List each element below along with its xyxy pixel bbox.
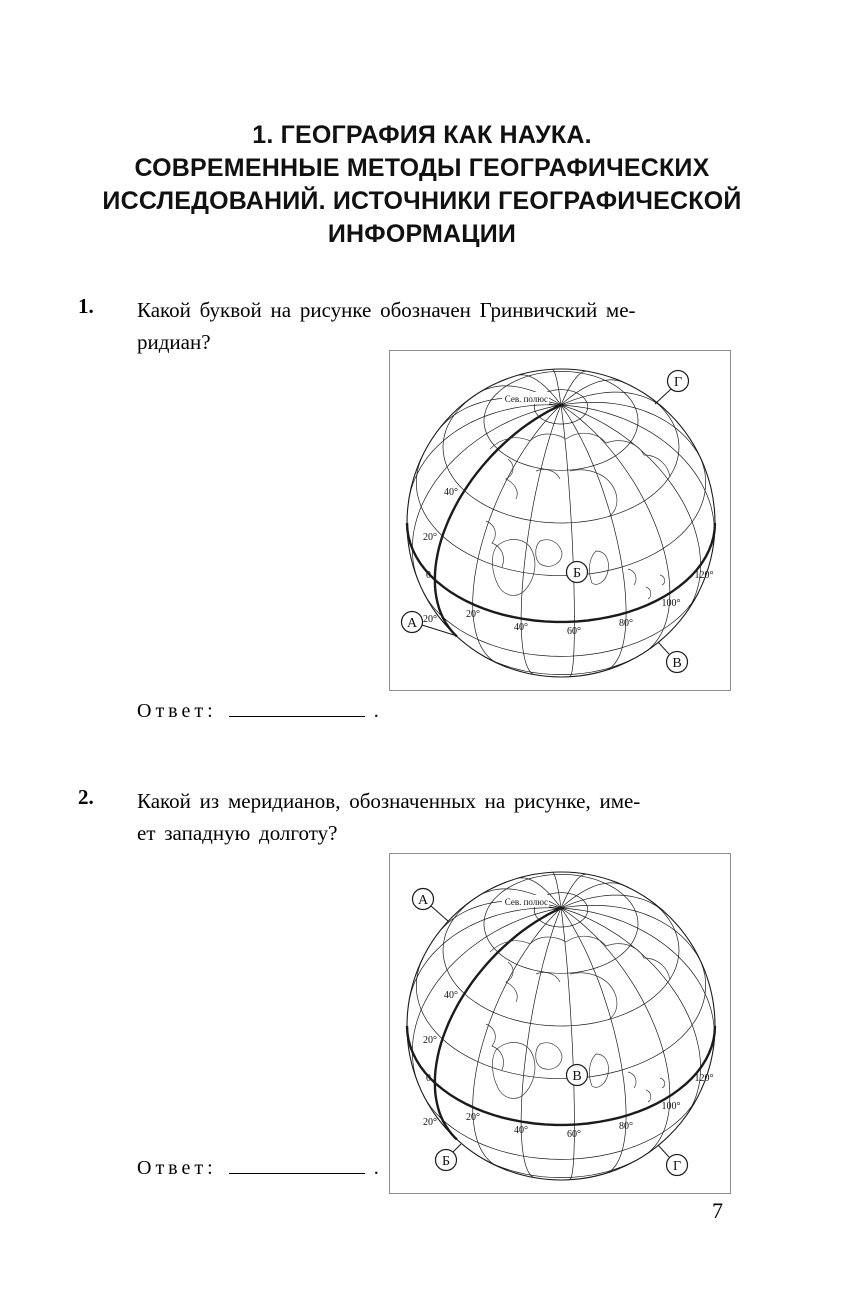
question-2-text-line: ет западную долготу? [137,821,338,845]
longitude-label: 60° [567,626,581,637]
question-1-number: 1. [78,294,94,318]
letter-badge-label: В [672,656,682,671]
coastline [570,973,617,1020]
globe-illustration-2 [390,854,732,1195]
meridian-line [412,908,561,1085]
letter-badge-label: А [417,893,429,908]
latitude-label: 20° [423,1035,437,1046]
parallel-line [443,394,679,523]
coastline [536,1043,562,1070]
letter-leader-line [658,1145,669,1157]
longitude-label: 80° [619,618,633,629]
latitude-label: 20° [423,614,437,625]
letter-leader-line [431,906,448,921]
coastline [490,936,670,980]
meridian-line [561,405,701,613]
question-2-text-line: Какой из меридианов, обозначенных на рисунке, име- [137,789,641,813]
chapter-title-line: 1. ГЕОГРАФИЯ КАК НАУКА. [252,121,592,149]
letter-leader-line [453,1144,461,1152]
longitude-label: 40° [514,622,528,633]
letter-badge-label: Б [572,566,582,581]
coastline [570,470,617,517]
letter-badge-label: Б [441,1154,451,1169]
question-2-number: 2. [78,785,94,809]
parallel-line [477,652,641,674]
answer-label: Ответ: [137,700,217,722]
question-2-text [137,785,737,849]
meridian-line [561,895,665,913]
question-1-text-line: ридиан? [137,330,211,354]
latitude-label: 40° [444,487,458,498]
coastline [646,1090,651,1102]
meridian-line [561,392,665,410]
chapter-title-line: ИССЛЕДОВАНИЙ. ИСТОЧНИКИ ГЕОГРАФИЧЕСКОЙ [102,187,742,215]
longitude-label: 120° [694,1073,714,1084]
parallel-line [477,1155,641,1177]
coastline [486,521,504,567]
north-pole-label: Сев. полюс [504,897,548,907]
longitude-label: 60° [567,1129,581,1140]
coastline [536,540,562,567]
coastline [486,1024,504,1070]
letter-badge-label: Г [673,375,683,390]
latitude-label: 0 [426,1073,431,1084]
coastline [628,1072,636,1088]
coastline [490,433,670,477]
coastline [506,962,517,1002]
latitude-label: 0 [426,570,431,581]
answer-row-1 [137,697,379,723]
letter-leader-line [658,642,669,654]
globe-illustration-1 [390,351,732,692]
coastline [628,569,636,585]
letter-badge-label: А [406,616,418,631]
prime-meridian-line [435,405,561,636]
coastline [589,551,608,584]
coastline [646,587,651,599]
answer-row-2 [137,1154,379,1180]
longitude-label: 20° [466,609,480,620]
answer-blank[interactable] [229,1154,365,1174]
figure-globe-2 [389,853,731,1194]
longitude-label: 100° [661,598,681,609]
question-1-text-line: Какой буквой на рисунке обозначен Гринвичский ме- [137,298,636,322]
latitude-label: 20° [423,532,437,543]
figure-globe-1 [389,350,731,691]
letter-badge-label: Г [672,1159,682,1174]
longitude-label: 40° [514,1125,528,1136]
latitude-label: 40° [444,990,458,1001]
answer-period: . [373,700,379,722]
coastline [506,459,517,499]
chapter-title-line: ИНФОРМАЦИИ [327,220,517,248]
prime-meridian-line [435,908,561,1139]
letter-badge-label: В [572,1069,582,1084]
coastline [660,1078,665,1088]
answer-blank[interactable] [229,697,365,717]
chapter-title-line: СОВРЕМЕННЫЕ МЕТОДЫ ГЕОГРАФИЧЕСКИХ [134,154,710,182]
letter-leader-line [655,389,671,404]
longitude-label: 20° [466,1112,480,1123]
coastline [660,575,665,585]
chapter-title [70,119,774,251]
north-pole-label: Сев. полюс [504,394,548,404]
meridian-line [561,908,701,1116]
answer-period: . [373,1157,379,1179]
parallel-line [443,897,679,1026]
latitude-label: 20° [423,1117,437,1128]
meridian-line [412,405,561,582]
answer-label: Ответ: [137,1157,217,1179]
longitude-label: 120° [694,570,714,581]
longitude-label: 100° [661,1101,681,1112]
question-1-text [137,294,737,358]
page-number: 7 [712,1198,723,1223]
coastline [589,1054,608,1087]
longitude-label: 80° [619,1121,633,1132]
